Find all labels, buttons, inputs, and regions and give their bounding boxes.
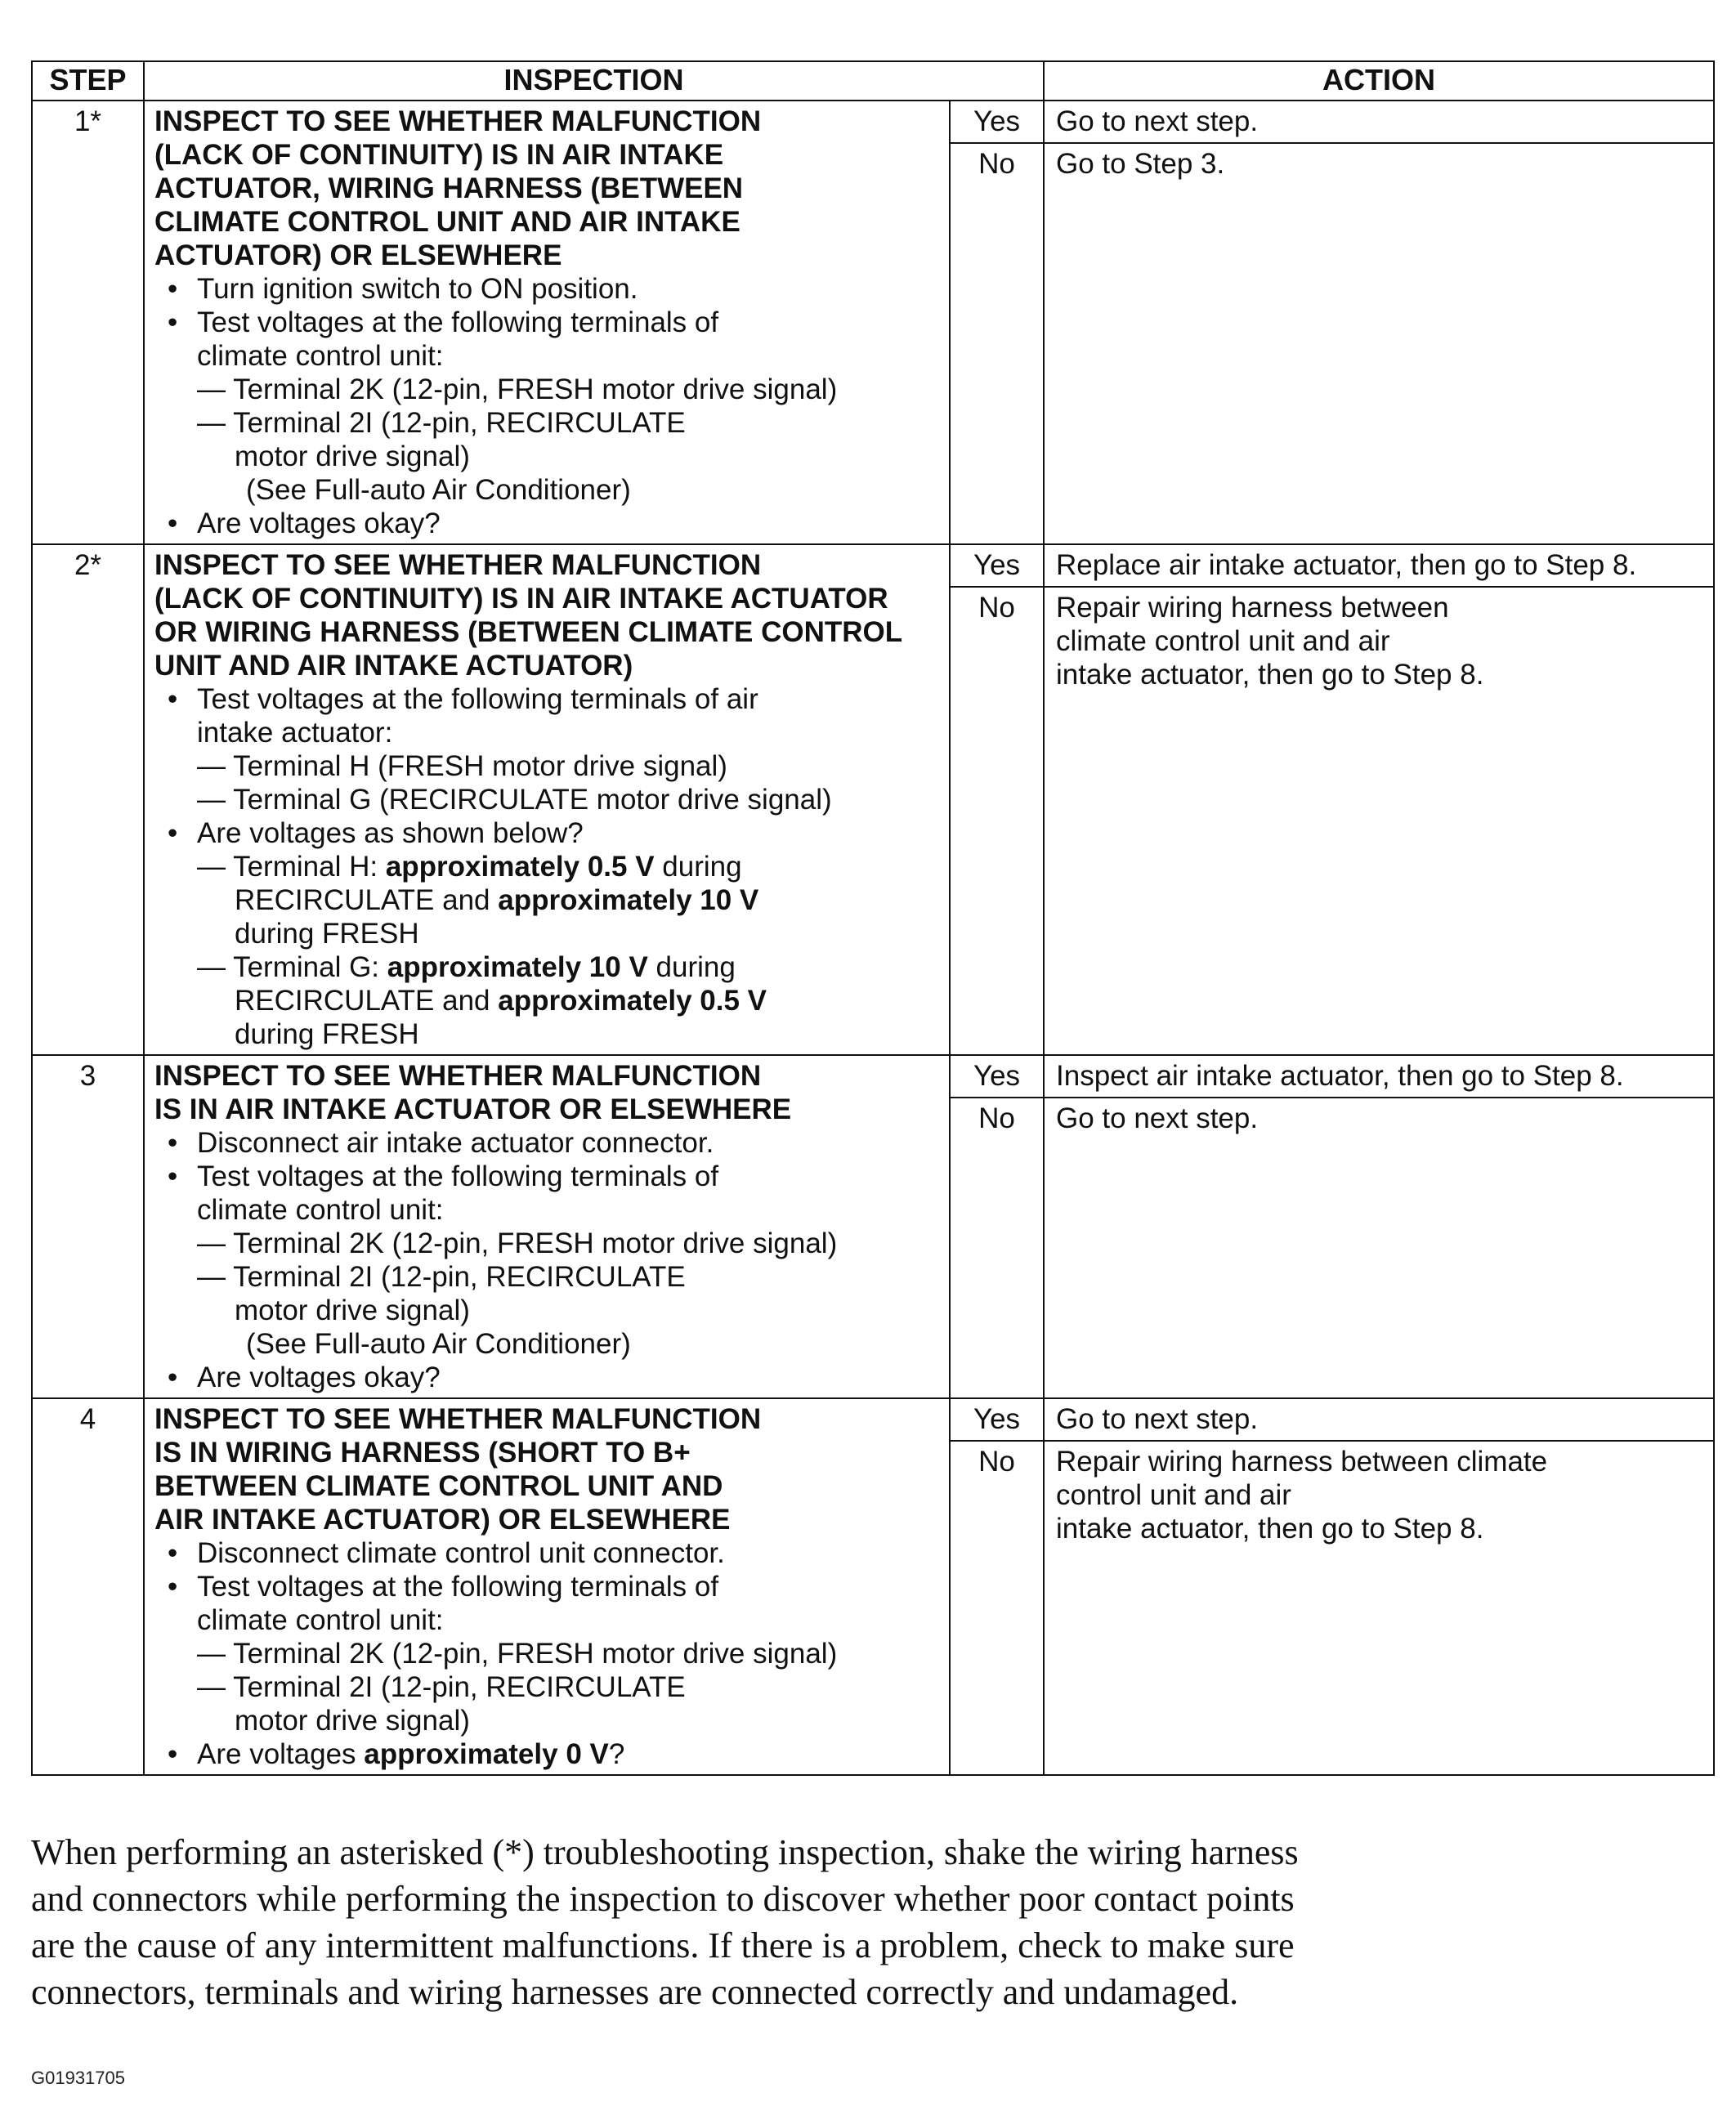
step-number: 2* (32, 544, 144, 1055)
bullet-continuation: climate control unit: (197, 1604, 444, 1636)
spec-value: approximately 0.5 V (498, 985, 767, 1017)
header-action: ACTION (1044, 61, 1714, 101)
table-row (32, 1055, 1714, 1098)
footer-note (31, 1829, 1707, 2015)
troubleshooting-table (31, 60, 1715, 1776)
no-action (1044, 1098, 1714, 1398)
spec-text: during (647, 951, 736, 983)
inspection-cell (144, 1398, 950, 1775)
no-label: No (950, 587, 1044, 1055)
title-line: UNIT AND AIR INTAKE ACTUATOR) (154, 650, 633, 682)
inspection-cell (144, 101, 950, 544)
title-line: (LACK OF CONTINUITY) IS IN AIR INTAKE ACTUATOR (154, 583, 888, 615)
terminal-spec-continuation: during FRESH (235, 918, 419, 950)
title-line: INSPECT TO SEE WHETHER MALFUNCTION (154, 1060, 762, 1092)
bullet-item: • Test voltages at the following terminals of air (154, 682, 942, 716)
action-line: Go to next step. (1056, 1102, 1259, 1134)
title-line: IS IN WIRING HARNESS (SHORT TO B+ (154, 1437, 691, 1469)
bullet-item: • Disconnect climate control unit connector. (154, 1536, 942, 1570)
terminal-item: — Terminal H (FRESH motor drive signal) (197, 750, 727, 782)
yes-label: Yes (950, 101, 1044, 143)
terminal-spec (154, 850, 942, 883)
action-line: Repair wiring harness between (1056, 592, 1449, 624)
spec-text: — Terminal H: (197, 851, 386, 883)
footer-line: and connectors while performing the inspection to discover whether poor contact points (31, 1879, 1295, 1919)
inspection-title (154, 1059, 942, 1126)
bullet-item: • Test voltages at the following terminals of (154, 306, 942, 339)
spec-value: approximately 10 V (387, 951, 648, 983)
table-row (32, 1398, 1714, 1441)
yes-label: Yes (950, 544, 1044, 587)
action-line: Go to Step 3. (1056, 148, 1225, 180)
yes-action: Go to next step. (1044, 1398, 1714, 1441)
table-row (32, 544, 1714, 587)
spec-text: RECIRCULATE and (235, 985, 499, 1017)
figure-code: G01931705 (31, 2068, 125, 2088)
table-header-row (32, 61, 1714, 101)
bullet-continuation: climate control unit: (197, 1194, 444, 1226)
bullet-text: Are voltages (197, 1738, 365, 1770)
table-row (32, 101, 1714, 143)
header-inspection: INSPECTION (144, 61, 1044, 101)
terminal-continuation: motor drive signal) (235, 1294, 470, 1326)
bullet-text: ? (608, 1738, 625, 1770)
footer-line: connectors, terminals and wiring harnesses are connected correctly and undamaged. (31, 1972, 1239, 2012)
action-line: control unit and air (1056, 1479, 1291, 1511)
terminal-spec-continuation: during FRESH (235, 1018, 419, 1050)
inspection-title (154, 105, 942, 272)
reference-note: (See Full-auto Air Conditioner) (246, 1328, 631, 1360)
no-label: No (950, 143, 1044, 544)
terminal-item: — Terminal 2I (12-pin, RECIRCULATE (197, 1671, 686, 1703)
title-line: OR WIRING HARNESS (BETWEEN CLIMATE CONTROL (154, 616, 903, 648)
title-line: AIR INTAKE ACTUATOR) OR ELSEWHERE (154, 1504, 731, 1536)
bullet-item: • Test voltages at the following terminals of (154, 1570, 942, 1603)
no-label: No (950, 1441, 1044, 1775)
action-line: climate control unit and air (1056, 625, 1390, 657)
title-line: CLIMATE CONTROL UNIT AND AIR INTAKE (154, 206, 740, 238)
no-action (1044, 587, 1714, 1055)
bullet-item: • Are voltages as shown below? (154, 816, 942, 850)
reference-note: (See Full-auto Air Conditioner) (246, 474, 631, 506)
bullet-item: • Disconnect air intake actuator connector. (154, 1126, 942, 1160)
action-line: Repair wiring harness between climate (1056, 1446, 1548, 1478)
no-action (1044, 1441, 1714, 1775)
header-step: STEP (32, 61, 144, 101)
no-action (1044, 143, 1714, 544)
title-line: INSPECT TO SEE WHETHER MALFUNCTION (154, 549, 762, 581)
title-line: ACTUATOR, WIRING HARNESS (BETWEEN (154, 172, 744, 204)
bullet-item: • Are voltages okay? (154, 1361, 942, 1394)
yes-action: Replace air intake actuator, then go to Step 8. (1044, 544, 1714, 587)
step-number: 3 (32, 1055, 144, 1398)
terminal-item: — Terminal G (RECIRCULATE motor drive signal) (197, 784, 832, 816)
inspection-title (154, 1402, 942, 1536)
yes-action: Inspect air intake actuator, then go to Step 8. (1044, 1055, 1714, 1098)
bullet-item (154, 1737, 942, 1771)
bullet-item: • Test voltages at the following terminals of (154, 1160, 942, 1193)
yes-label: Yes (950, 1055, 1044, 1098)
terminal-item: — Terminal 2K (12-pin, FRESH motor drive signal) (197, 1638, 838, 1670)
inspection-cell (144, 544, 950, 1055)
step-number: 4 (32, 1398, 144, 1775)
spec-text: RECIRCULATE and (235, 884, 499, 916)
inspection-title (154, 548, 942, 682)
terminal-continuation: motor drive signal) (235, 440, 470, 472)
inspection-cell (144, 1055, 950, 1398)
footer-line: When performing an asterisked (*) troubleshooting inspection, shake the wiring harness (31, 1832, 1299, 1872)
spec-value: approximately 0.5 V (385, 851, 655, 883)
title-line: IS IN AIR INTAKE ACTUATOR OR ELSEWHERE (154, 1093, 792, 1125)
action-line: intake actuator, then go to Step 8. (1056, 1513, 1484, 1545)
terminal-item: — Terminal 2I (12-pin, RECIRCULATE (197, 1261, 686, 1293)
yes-action: Go to next step. (1044, 101, 1714, 143)
terminal-spec-continuation (154, 883, 942, 917)
bullet-continuation: intake actuator: (197, 717, 393, 749)
terminal-spec-continuation (154, 984, 942, 1017)
title-line: BETWEEN CLIMATE CONTROL UNIT AND (154, 1470, 723, 1502)
terminal-item: — Terminal 2K (12-pin, FRESH motor drive signal) (197, 373, 838, 405)
spec-value: approximately 10 V (498, 884, 759, 916)
bullet-item: • Are voltages okay? (154, 507, 942, 540)
terminal-item: — Terminal 2I (12-pin, RECIRCULATE (197, 407, 686, 439)
action-line: intake actuator, then go to Step 8. (1056, 659, 1484, 691)
title-line: INSPECT TO SEE WHETHER MALFUNCTION (154, 105, 762, 137)
spec-text: — Terminal G: (197, 951, 387, 983)
footer-line: are the cause of any intermittent malfunctions. If there is a problem, check to make sure (31, 1925, 1295, 1965)
step-number: 1* (32, 101, 144, 544)
terminal-spec (154, 950, 942, 984)
terminal-item: — Terminal 2K (12-pin, FRESH motor drive signal) (197, 1227, 838, 1259)
spec-text: during (654, 851, 742, 883)
yes-label: Yes (950, 1398, 1044, 1441)
bullet-item: • Turn ignition switch to ON position. (154, 272, 942, 306)
no-label: No (950, 1098, 1044, 1398)
spec-value: approximately 0 V (364, 1738, 609, 1770)
title-line: ACTUATOR) OR ELSEWHERE (154, 239, 562, 271)
terminal-continuation: motor drive signal) (235, 1705, 470, 1737)
title-line: (LACK OF CONTINUITY) IS IN AIR INTAKE (154, 139, 724, 171)
bullet-continuation: climate control unit: (197, 340, 444, 372)
title-line: INSPECT TO SEE WHETHER MALFUNCTION (154, 1403, 762, 1435)
